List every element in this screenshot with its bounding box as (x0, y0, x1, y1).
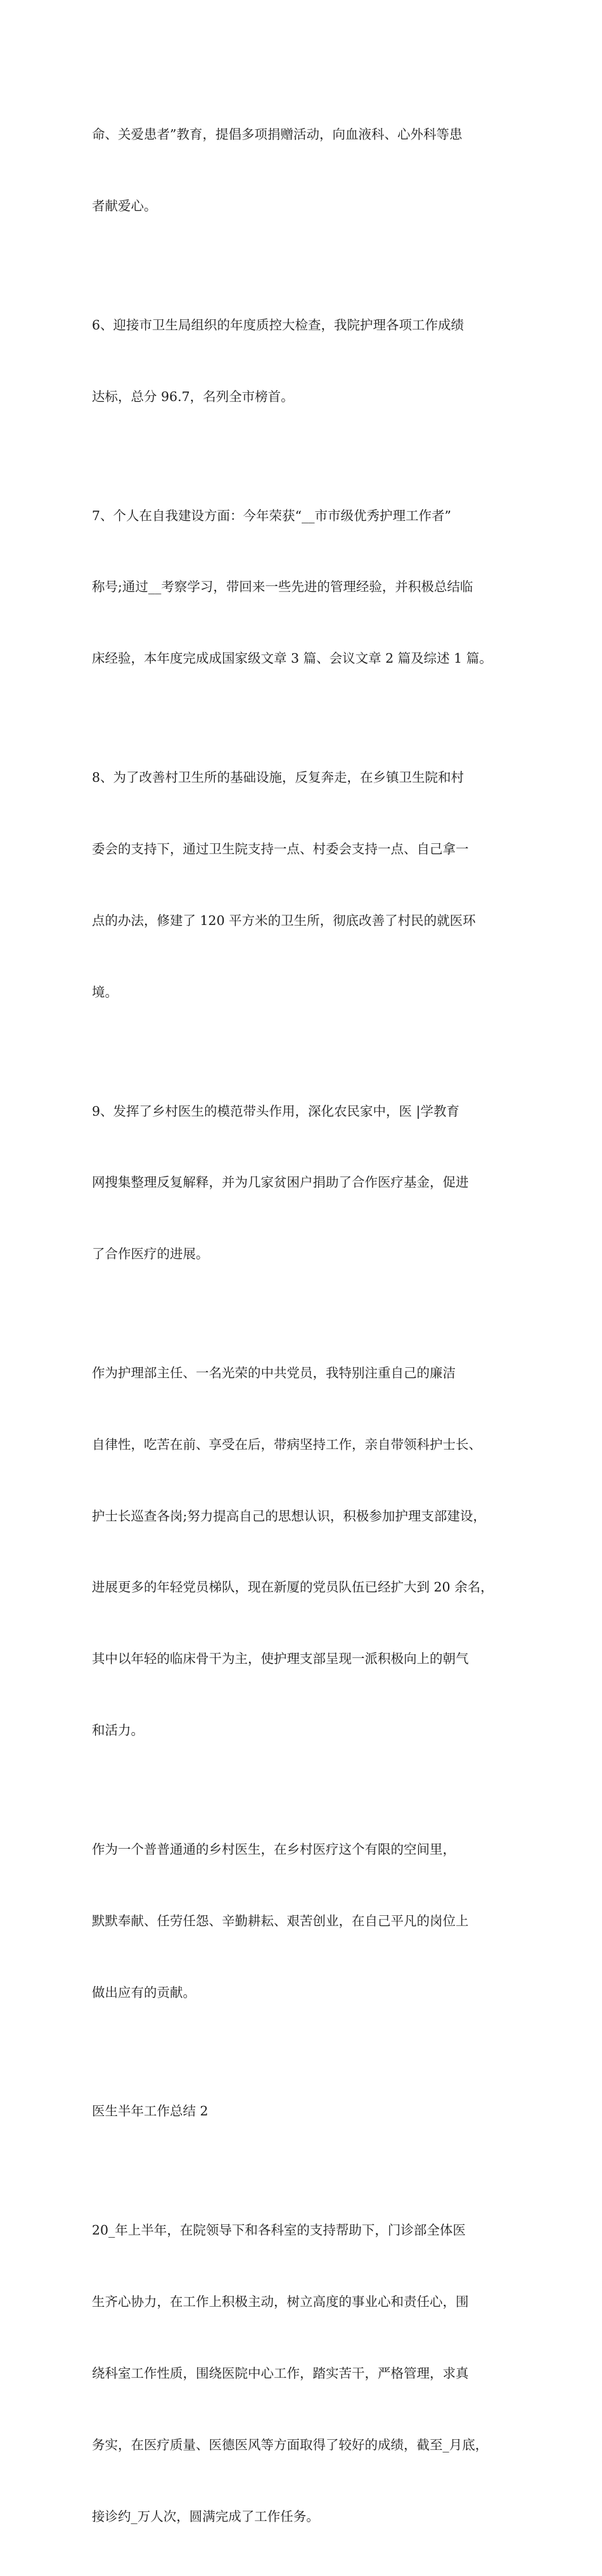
text-line: 网搜集整理反复解释，并为几家贫困户捐助了合作医疗基金，促进 (92, 1175, 469, 1190)
text-line: 点的办法，修建了 120 平方米的卫生所，彻底改善了村民的就医环 (92, 912, 476, 928)
paragraph-summary-2 (92, 2171, 516, 2576)
text-line: 20_年上半年，在院领导下和各科室的支持帮助下，门诊部全体医 (92, 2222, 466, 2238)
paragraph-item-9 (92, 1052, 516, 1314)
text-line: 绕科室工作性质，围绕医院中心工作，踏实苦干，严格管理，求真 (92, 2366, 469, 2381)
text-line: 9、发挥了乡村医生的模范带头作用，深化农民家中，医 |学教育 (92, 1103, 459, 1119)
text-line: 称号;通过__考察学习，带回来一些先进的管理经验，并积极总结临 (92, 579, 473, 595)
text-line: 作为护理部主任、一名光荣的中共党员，我特别注重自己的廉洁 (92, 1365, 456, 1381)
text-line: 6、迎接市卫生局组织的年度质控大检查，我院护理各项工作成绩 (92, 317, 464, 333)
text-line: 默默奉献、任劳任怨、辛勤耕耘、艰苦创业，在自己平凡的岗位上 (92, 1913, 469, 1929)
text-line: 境。 (92, 984, 118, 1000)
text-line: 了合作医疗的进展。 (92, 1246, 209, 1262)
document-body (92, 75, 516, 2576)
text-line: 其中以年轻的临床骨干为主，使护理支部呈现一派积极向上的朝气 (92, 1651, 469, 1667)
paragraph-party-member (92, 1314, 516, 1790)
text-line: 务实，在医疗质量、医德医风等方面取得了较好的成绩，截至_月底， (92, 2437, 489, 2452)
paragraph-village-doctor (92, 1790, 516, 2053)
text-line: 作为一个普普通通的乡村医生，在乡村医疗这个有限的空间里， (92, 1841, 456, 1857)
paragraph-item-6 (92, 266, 516, 457)
text-line: 做出应有的贡献。 (92, 1984, 196, 2000)
section-heading (92, 2052, 516, 2171)
text-line: 委会的支持下，通过卫生院支持一点、村委会支持一点、自己拿一 (92, 841, 469, 857)
text-line: 接诊约_万人次，圆满完成了工作任务。 (92, 2508, 319, 2524)
text-line: 者献爱心。 (92, 198, 157, 214)
text-line: 命、关爱患者”教育，提倡多项捐赠活动，向血液科、心外科等患 (92, 127, 463, 143)
text-line: 达标，总分 96.7，名列全市榜首。 (92, 388, 294, 404)
paragraph-item-7 (92, 457, 516, 719)
text-line: 生齐心协力，在工作上积极主动，树立高度的事业心和责任心，围 (92, 2294, 469, 2310)
text-line: 床经验，本年度完成成国家级文章 3 篇、会议文章 2 篇及综述 1 篇。 (92, 651, 492, 666)
text-line: 自律性，吃苦在前、享受在后，带病坚持工作，亲自带领科护士长、 (92, 1436, 482, 1452)
text-line: 护士长巡查各岗;努力提高自己的思想认识，积极参加护理支部建设， (92, 1508, 486, 1524)
paragraph-item-8 (92, 718, 516, 1052)
text-line: 8、为了改善村卫生所的基础设施，反复奔走，在乡镇卫生院和村 (92, 770, 464, 786)
text-line: 和活力。 (92, 1722, 144, 1738)
text-line: 医生半年工作总结 2 (92, 2103, 208, 2119)
paragraph-continuation (92, 75, 516, 266)
text-line: 进展更多的年轻党员梯队，现在新厦的党员队伍已经扩大到 20 余名， (92, 1579, 494, 1595)
text-line: 7、个人在自我建设方面：今年荣获“__市市级优秀护理工作者” (92, 507, 452, 523)
